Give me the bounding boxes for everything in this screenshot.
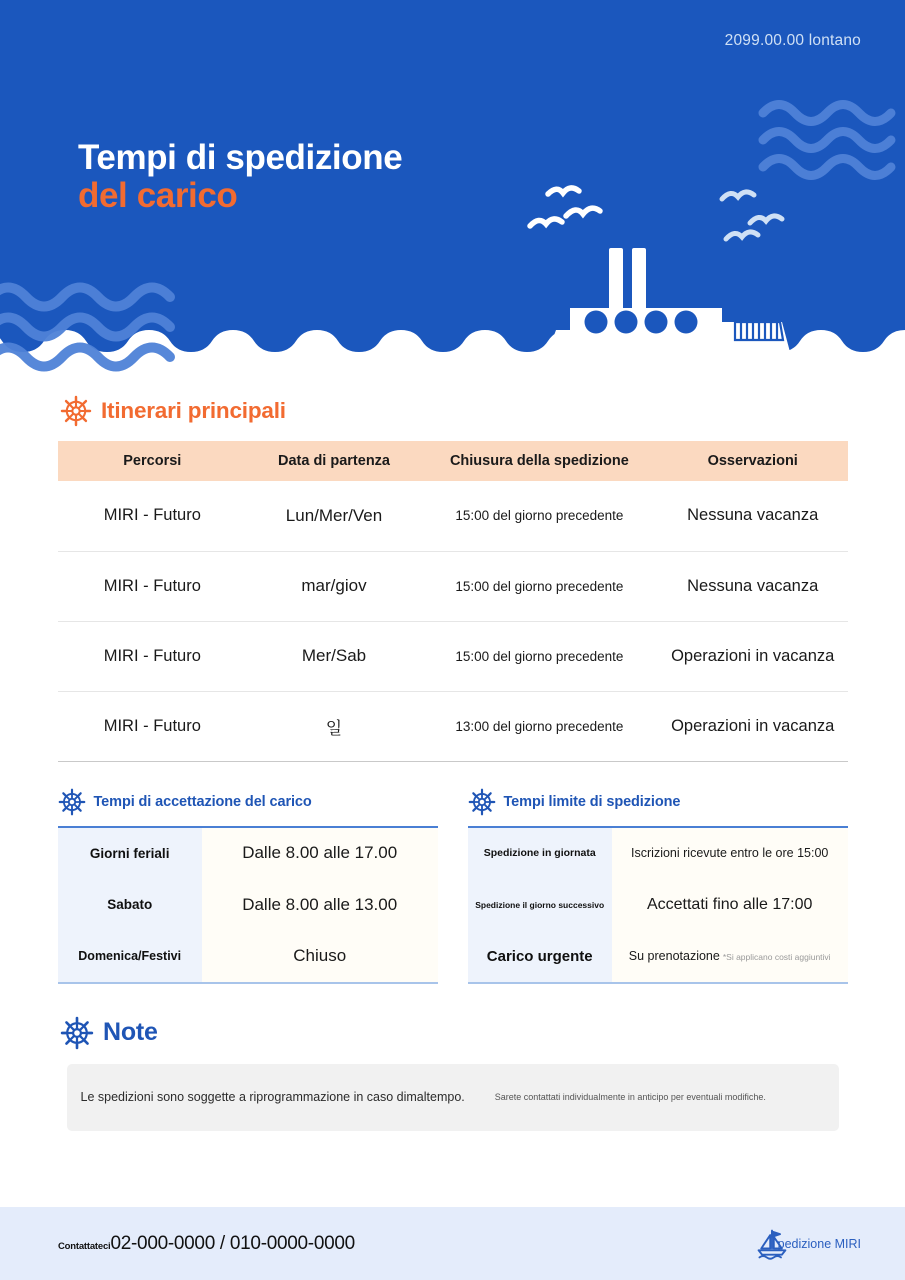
cell-route: MIRI - Futuro (58, 691, 248, 761)
page-title-line1: Tempi di spedizione (78, 138, 403, 177)
acceptance-panel-header (58, 788, 438, 816)
cell-remark: Nessuna vacanza (658, 481, 848, 551)
page-title (78, 140, 402, 213)
cell-value-group (612, 931, 848, 983)
page-footer (0, 1207, 905, 1280)
table-row (468, 827, 848, 879)
cell-departure: 일 (247, 691, 421, 761)
table-row (468, 931, 848, 983)
notes-box (67, 1064, 839, 1131)
cell-remark: Operazioni in vacanza (658, 691, 848, 761)
cell-footnote: *Si applicano costi aggiuntivi (722, 952, 831, 962)
table-row (58, 879, 438, 931)
cell-value: Iscrizioni ricevute entro le ore 15:00 (612, 827, 848, 879)
routes-section-title: Itinerari principali (101, 398, 286, 423)
contact-phone[interactable]: 02-000-0000 / 010-0000-0000 (110, 1232, 355, 1254)
ships-wheel-icon (60, 395, 92, 427)
cell-closing: 15:00 del giorno precedente (421, 551, 658, 621)
cell-value: Dalle 8.00 alle 13.00 (202, 879, 438, 931)
cell-departure: Lun/Mer/Ven (247, 481, 421, 551)
cell-closing: 15:00 del giorno precedente (421, 481, 658, 551)
ships-wheel-icon (58, 788, 86, 816)
cell-departure: mar/giov (247, 551, 421, 621)
contact-block (0, 1233, 355, 1255)
cell-closing: 15:00 del giorno precedente (421, 621, 658, 691)
cell-remark: Nessuna vacanza (658, 551, 848, 621)
contact-label: Contattateci (58, 1240, 111, 1252)
column-header-route: Percorsi (58, 441, 248, 481)
routes-section-header (0, 395, 905, 427)
cell-label: Spedizione in giornata (468, 827, 612, 879)
table-row (58, 827, 438, 879)
column-header-departure: Data di partenza (247, 441, 421, 481)
page-title-line2: del carico (78, 175, 238, 215)
notes-section-header (0, 1016, 905, 1050)
note-main-text: Le spedizioni sono soggette a riprogrammazione in caso dimaltempo. (80, 1090, 465, 1104)
acceptance-panel-title: Tempi di accettazione del carico (93, 793, 312, 810)
hero-date: 2099.00.00 lontano (724, 32, 861, 49)
cell-value: Chiuso (202, 931, 438, 983)
acceptance-table (58, 826, 438, 984)
cell-value: Su prenotazione (628, 949, 720, 963)
table-row (58, 621, 848, 691)
column-header-remarks: Osservazioni (658, 441, 848, 481)
table-header-row (58, 441, 848, 481)
note-sub-text: Sarete contattati individualmente in anticipo per eventuali modifiche. (494, 1092, 766, 1102)
table-row (58, 691, 848, 761)
column-header-closing: Chiusura della spedizione (421, 441, 658, 481)
cell-label: Giorni feriali (58, 827, 202, 879)
cell-route: MIRI - Futuro (58, 551, 248, 621)
hero-banner (0, 0, 905, 395)
cell-value: Dalle 8.00 alle 17.00 (202, 827, 438, 879)
cell-departure: Mer/Sab (247, 621, 421, 691)
cell-label: Carico urgente (468, 931, 612, 983)
cell-remark: Operazioni in vacanza (658, 621, 848, 691)
routes-table (58, 441, 848, 762)
deadline-panel-title: Tempi limite di spedizione (503, 793, 681, 810)
deadline-panel (468, 788, 848, 984)
cell-label: Sabato (58, 879, 202, 931)
panels-row (58, 788, 848, 984)
cell-label: Spedizione il giorno successivo (468, 879, 612, 931)
ships-wheel-icon (468, 788, 496, 816)
table-row (58, 931, 438, 983)
table-row (58, 481, 848, 551)
deadline-panel-header (468, 788, 848, 816)
ships-wheel-icon (60, 1016, 94, 1050)
table-row (468, 879, 848, 931)
main-content (0, 395, 905, 1131)
deadline-table (468, 826, 848, 984)
acceptance-panel (58, 788, 438, 984)
cell-route: MIRI - Futuro (58, 621, 248, 691)
cell-value: Accettati fino alle 17:00 (612, 879, 848, 931)
table-row (58, 551, 848, 621)
cell-route: MIRI - Futuro (58, 481, 248, 551)
cell-closing: 13:00 del giorno precedente (421, 691, 658, 761)
cell-label: Domenica/Festivi (58, 931, 202, 983)
notes-section-title: Note (103, 1018, 158, 1046)
brand-name: pedizione MIRI (777, 1236, 861, 1251)
brand-block (754, 1227, 905, 1261)
